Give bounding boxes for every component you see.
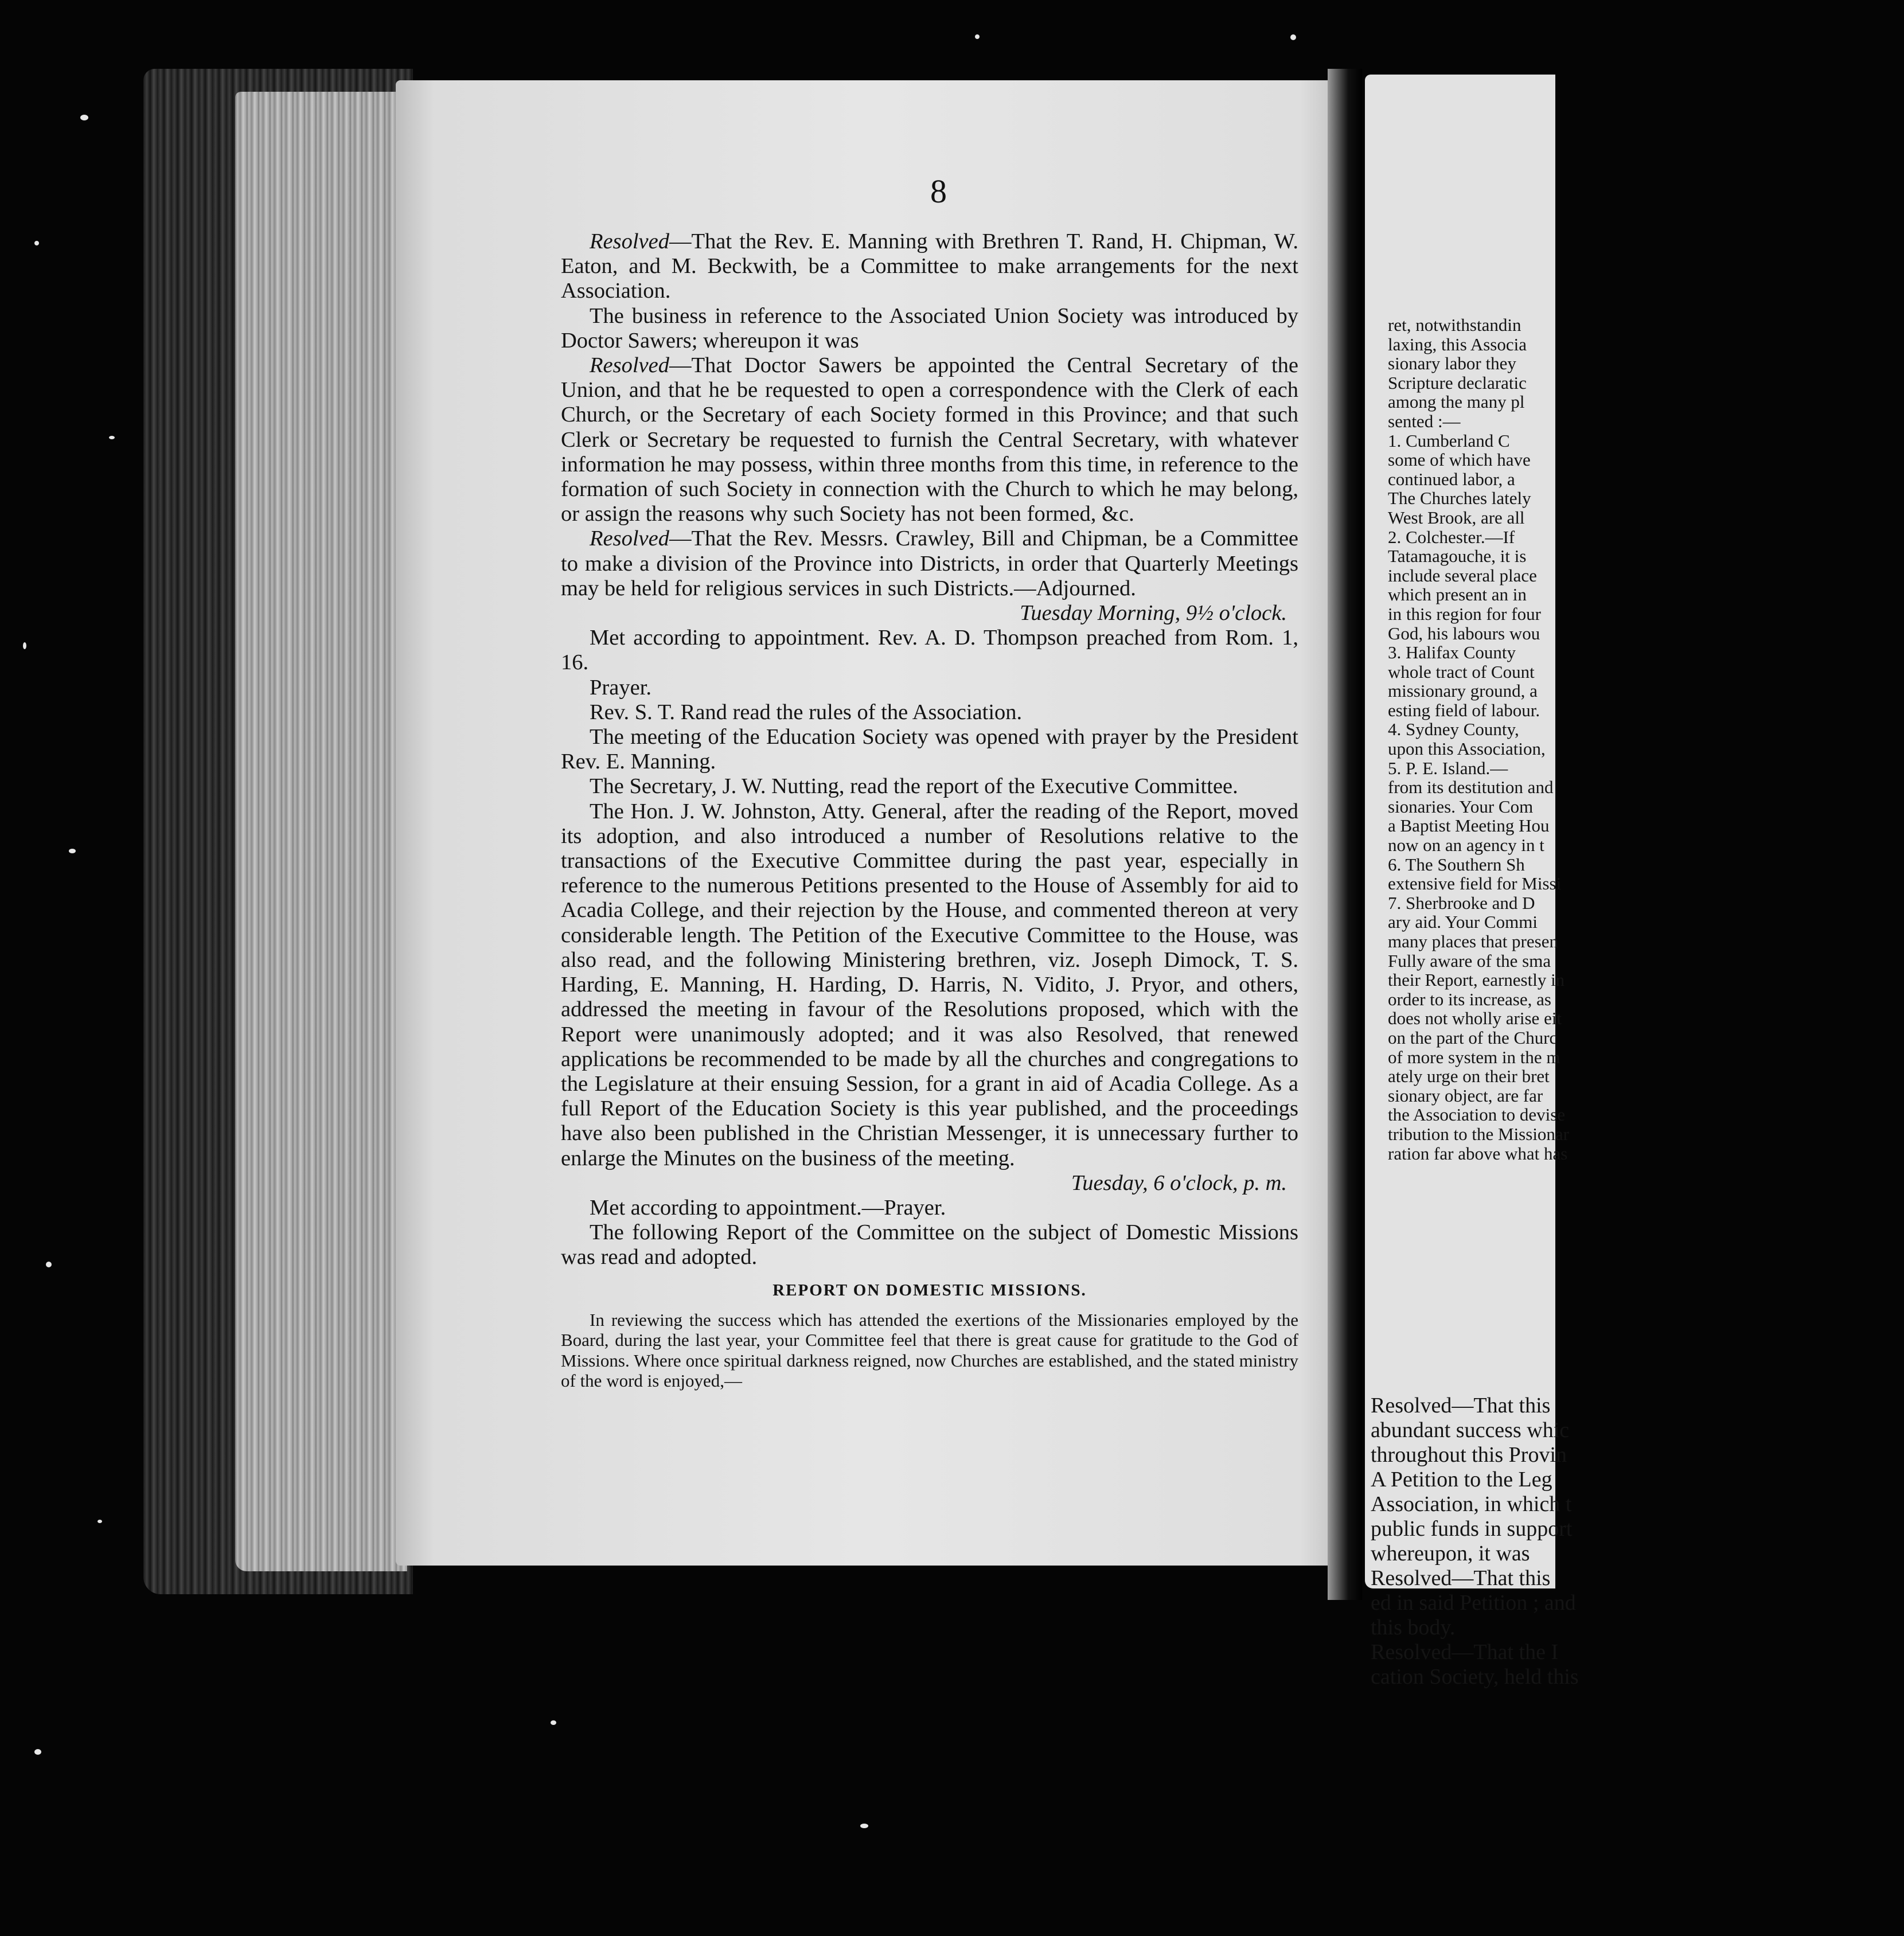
paragraph-text: Tuesday, 6 o'clock, p. m.	[1071, 1170, 1287, 1195]
dust-speck	[34, 1749, 41, 1755]
right-page-line: their Report, earnestly in	[1388, 970, 1565, 990]
right-page-line: tribution to the Missionar	[1388, 1123, 1570, 1144]
paragraph-text: The meeting of the Education Society was opened with prayer by the President Rev. E. Manning.	[561, 725, 1298, 774]
paragraph-text: REPORT ON DOMESTIC MISSIONS.	[772, 1281, 1087, 1299]
minutes-paragraph	[561, 1196, 1298, 1220]
resolved-label: Resolved	[590, 526, 669, 551]
right-page-line: Tatamagouche, it is	[1388, 546, 1527, 567]
dust-speck	[551, 1720, 556, 1725]
paragraph-text: —That the Rev. E. Manning with Brethren T. Rand, H. Chipman, W. Eaton, and M. Beckwith, be a Committee to make arrangements for the next Association.	[561, 229, 1298, 303]
right-page-line: sionaries. Your Com	[1388, 796, 1534, 817]
right-page-line: among the many pl	[1388, 392, 1525, 412]
right-page-text-top	[1388, 315, 1904, 1163]
right-page-line: a Baptist Meeting Hou	[1388, 815, 1550, 836]
paragraph-text: The business in reference to the Associated Union Society was introduced by Doctor Sawers; whereupon it was	[561, 303, 1298, 353]
right-page-line: esting field of labour.	[1388, 700, 1540, 720]
right-page-line: on the part of the Churc	[1388, 1027, 1558, 1048]
right-page-line: the Association to devise	[1388, 1104, 1566, 1125]
right-page-text-bottom	[1371, 1394, 1887, 1689]
right-page-line: whole tract of Count	[1388, 661, 1535, 682]
right-page-line: cation Society, held this	[1371, 1665, 1579, 1689]
right-page-line: continued labor, a	[1388, 469, 1515, 489]
right-page-line: which present an in	[1388, 584, 1527, 605]
right-page-line: Resolved—That the I	[1371, 1640, 1559, 1664]
section-heading	[561, 1278, 1298, 1303]
book-gutter	[1328, 69, 1362, 1600]
right-page-line: 2. Colchester.—If	[1388, 526, 1515, 547]
paragraph-text: Tuesday Morning, 9½ o'clock.	[1020, 601, 1287, 626]
right-page-line: many places that presen	[1388, 931, 1558, 951]
right-page-line: 1. Cumberland C	[1388, 430, 1510, 451]
right-page-line: some of which have	[1388, 450, 1531, 470]
dust-speck	[97, 1520, 102, 1523]
right-page-line: whereupon, it was	[1371, 1541, 1530, 1566]
right-page-line: missionary ground, a	[1388, 681, 1538, 701]
dust-speck	[23, 642, 26, 649]
paragraph-text: In reviewing the success which has attended the exertions of the Missionaries employed by the Board, during the last year, your Committee feel that there is great cause for gratitude to the God of Missions. Where once spiritual darkness reigned, now Churches are established, and the stated ministry of the word is enjoyed,—	[561, 1309, 1298, 1391]
report-paragraph	[561, 1310, 1298, 1391]
right-page-line: abundant success whic	[1371, 1418, 1570, 1442]
paragraph-text: —That the Rev. Messrs. Crawley, Bill and Chipman, be a Committee to make a division of the Province into Districts, in order that Quarterly Meetings may be held for religious services in such Districts.—Adjourned.	[561, 526, 1298, 600]
right-page-line: Resolved—That this	[1371, 1394, 1551, 1418]
right-page-line: The Churches lately	[1388, 488, 1531, 509]
right-page-line: God, his labours wou	[1388, 623, 1540, 643]
right-page-line: of more system in the m	[1388, 1047, 1560, 1067]
right-page-line: Fully aware of the sma	[1388, 950, 1551, 971]
right-page-line: include several place	[1388, 565, 1537, 586]
right-page-line: ration far above what has	[1388, 1143, 1568, 1164]
session-time	[561, 601, 1298, 626]
right-page-line: Resolved—That this	[1371, 1566, 1551, 1590]
right-page-line: order to its increase, as	[1388, 989, 1551, 1009]
dust-speck	[860, 1824, 868, 1828]
paragraph-text: Met according to appointment.—Prayer.	[590, 1195, 946, 1220]
right-page-line: ately urge on their bret	[1388, 1066, 1550, 1087]
paragraph-text: The Secretary, J. W. Nutting, read the report of the Executive Committee.	[590, 774, 1238, 799]
right-page-line: extensive field for Missi	[1388, 873, 1562, 894]
minutes-paragraph	[561, 1220, 1298, 1270]
paragraph-text: The following Report of the Committee on the subject of Domestic Missions was read and adopted.	[561, 1220, 1298, 1270]
right-page-line: A Petition to the Leg	[1371, 1467, 1552, 1492]
minutes-paragraph	[561, 626, 1298, 675]
paragraph-text: Rev. S. T. Rand read the rules of the Association.	[590, 700, 1023, 724]
book-page-block	[235, 92, 407, 1571]
right-page	[1365, 75, 1579, 1689]
right-page-line: sented :—	[1388, 411, 1461, 431]
right-page-line: 3. Halifax County	[1388, 642, 1516, 663]
page-number: 8	[930, 173, 947, 210]
right-page-line: sionary labor they	[1388, 353, 1516, 374]
right-page-line: from its destitution and	[1388, 777, 1554, 798]
minutes-paragraph	[561, 353, 1298, 526]
right-page-line: ary aid. Your Commi	[1388, 912, 1538, 932]
right-page-line: now on an agency in t	[1388, 835, 1544, 856]
right-page-line: public funds in support	[1371, 1517, 1573, 1541]
paragraph-text: —That Doctor Sawers be appointed the Central Secretary of the Union, and that he be requested to open a correspondence with the Clerk of each Church, or the Secretary of each Society formed in this Province; and that such Clerk or Secretary be requested to furnish the Central Secretary, with whatever information he may possess, within three months from this time, in reference to the formation of such Society in connection with the Church to which he may belong, or assign the reasons why such Society has not been formed, &c.	[561, 353, 1298, 526]
right-page-line: Scripture declaratic	[1388, 372, 1527, 393]
minutes-paragraph	[561, 526, 1298, 601]
right-page-line: throughout this Provin	[1371, 1443, 1567, 1467]
paragraph-text: The Hon. J. W. Johnston, Atty. General, after the reading of the Report, moved its adoption, and also introduced a number of Resolutions relative to the transactions of the Executive Committee during the past year, especially in reference to the numerous Petitions presented to the House of Assembly for aid to Acadia College, and their rejection by the House, and commented thereon at very considerable length. The Petition of the Executive Committee to the House, was also read, and the following Ministering brethren, viz. Joseph Dimock, T. S. Harding, E. Manning, H. Harding, D. Harris, N. Vidito, J. Pryor, and others, addressed the meeting in favour of the Resolutions proposed, which with the Report were unanimously adopted; and it was also Resolved, that renewed applications be recommended to be made by all the churches and congregations to the Legislature at their ensuing Session, for a grant in aid of Acadia College. As a full Report of the Education Society is this year published, and the proceedings have also been published in the Christian Messenger, it is unnecessary further to enlarge the Minutes on the business of the meeting.	[561, 799, 1298, 1170]
session-time	[561, 1171, 1298, 1196]
right-page-line: laxing, this Associa	[1388, 334, 1527, 354]
right-page-line: ed in said Petition ; and	[1371, 1591, 1576, 1615]
minutes-paragraph	[561, 229, 1298, 304]
right-page-line: sionary object, are far	[1388, 1085, 1543, 1106]
dust-speck	[975, 34, 980, 39]
minutes-paragraph	[561, 799, 1298, 1171]
dust-speck	[46, 1262, 52, 1267]
minutes-paragraph	[561, 774, 1298, 799]
paragraph-text: Met according to appointment. Rev. A. D. Thompson preached from Rom. 1, 16.	[561, 626, 1298, 675]
resolved-label: Resolved	[590, 353, 669, 378]
minutes-paragraph	[561, 700, 1298, 725]
minutes-paragraph	[561, 676, 1298, 700]
right-page-line: 6. The Southern Sh	[1388, 854, 1525, 875]
dust-speck	[80, 115, 88, 120]
right-page-line: Association, in which t	[1371, 1492, 1572, 1516]
minutes-paragraph	[561, 304, 1298, 353]
dust-speck	[69, 849, 76, 853]
right-page-line: 5. P. E. Island.—	[1388, 758, 1508, 778]
resolved-label: Resolved	[590, 229, 669, 253]
dust-speck	[109, 436, 115, 439]
dust-speck	[34, 241, 39, 245]
paragraph-text: Prayer.	[590, 675, 651, 700]
right-page-line: 4. Sydney County,	[1388, 719, 1519, 740]
right-page-line: this body.	[1371, 1615, 1456, 1640]
right-page-line: West Brook, are all	[1388, 507, 1525, 528]
right-page-line: ret, notwithstandin	[1388, 315, 1521, 335]
minutes-paragraph	[561, 725, 1298, 774]
right-page-line: in this region for four	[1388, 603, 1541, 624]
right-page-line: 7. Sherbrooke and D	[1388, 892, 1535, 913]
dust-speck	[1290, 34, 1296, 40]
page-text	[561, 229, 1298, 1391]
right-page-line: does not wholly arise eit	[1388, 1008, 1562, 1029]
right-page-line: upon this Association,	[1388, 739, 1546, 759]
